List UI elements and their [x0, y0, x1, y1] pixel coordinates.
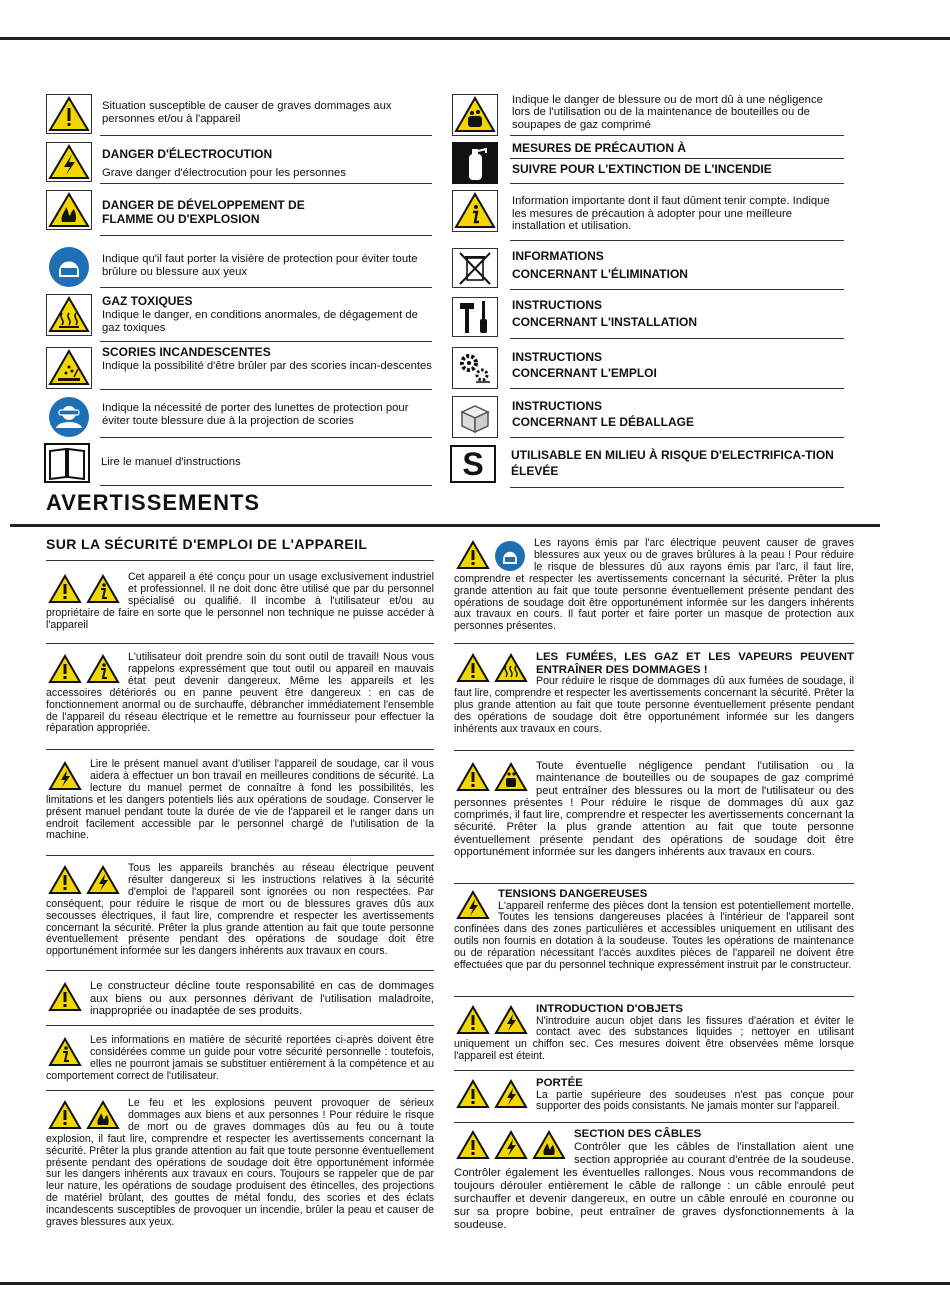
heading-rule — [10, 524, 880, 527]
legend-title: DANGER D'ÉLECTROCUTION — [102, 147, 273, 161]
divider — [510, 158, 844, 159]
warning-section — [454, 760, 854, 858]
fire-hazard-icon — [86, 1100, 120, 1130]
section-text: Le constructeur décline toute responsabilité en cas de dommages aux biens ou aux personnes dérivant de l'utilisation maladroite, inappropriée ou inadaptée de ses produits. — [90, 980, 434, 1017]
fire-hazard-icon — [46, 190, 92, 230]
legend-title: INSTRUCTIONS — [512, 399, 602, 413]
warning-section — [46, 652, 434, 735]
warning-section — [454, 888, 854, 972]
gears-usage-icon — [452, 347, 498, 389]
section-title: SECTION DES CÂBLES — [574, 1128, 702, 1140]
unpacking-box-icon — [452, 396, 498, 438]
section-text: La partie supérieure des soudeuses n'est pas conçue pour supporter des poids consistants. Ne jamais monter sur l'appareil. — [536, 1088, 854, 1113]
warning-section — [46, 759, 434, 842]
electric-hazard-icon — [86, 865, 120, 895]
legend-title: DANGER DE DÉVELOPPEMENT DE FLAMME OU D'EXPLOSION — [102, 198, 305, 226]
waste-bin-crossed-icon — [452, 248, 498, 288]
info-warning-icon — [452, 190, 498, 232]
safety-glasses-icon — [46, 396, 92, 438]
hot-slag-icon — [46, 347, 92, 389]
warning-exclamation-icon — [48, 654, 82, 684]
warning-section — [46, 572, 434, 632]
legend-text: Situation susceptible de causer de graves dommages aux personnes et/ou à l'appareil — [102, 100, 392, 125]
divider — [46, 1090, 434, 1091]
divider — [510, 135, 844, 136]
warning-exclamation-icon — [456, 1005, 490, 1035]
info-warning-icon — [48, 1037, 82, 1067]
section-subtitle: SUR LA SÉCURITÉ D'EMPLOI DE L'APPAREIL — [46, 536, 368, 552]
legend-title: INSTRUCTIONS — [512, 350, 602, 364]
divider — [46, 749, 434, 750]
divider — [46, 643, 434, 644]
legend-text: Indique la nécessité de porter des lunettes de protection pour éviter toute blessure due à la projection de scories — [102, 402, 409, 427]
legend-text: Grave danger d'électrocution pour les personnes — [102, 167, 346, 179]
section-text: Contrôler que les câbles de l'installation aient une section appropriée au courant d'entrée de la soudeuse. Contrôler également les éventuelles rallonges. Nous vous recommandons de toujours dérouler entièrement le câble de rallonge : un câble enroulé peut surchauffer et devenir dangereux, en outre un câble enroulé en couronne ou sur sa propre bobine, peut entraîner de graves dysfonctionnements à la soudeuse. — [454, 1140, 854, 1231]
legend-title: SCORIES INCANDESCENTES — [102, 345, 271, 359]
top-rule — [0, 37, 950, 40]
divider — [46, 560, 434, 561]
s-mark-letter: S — [462, 446, 484, 482]
divider — [100, 389, 432, 390]
divider — [510, 183, 844, 184]
legend-text: Indique le danger, en conditions anormales, de dégagement de gaz toxiques — [102, 309, 418, 334]
electric-hazard-icon — [494, 1005, 528, 1035]
fire-hazard-icon — [532, 1130, 566, 1160]
face-shield-icon — [494, 540, 526, 572]
divider — [46, 1025, 434, 1026]
section-title: INTRODUCTION D'OBJETS — [536, 1003, 683, 1015]
legend-text: Information importante dont il faut dûment tenir compte. Indique les mesures de précaution à adopter pour une meilleure installation et utilisation. — [512, 195, 830, 233]
divider — [46, 855, 434, 856]
warning-exclamation-icon — [46, 94, 92, 134]
legend-text: Indique le danger de blessure ou de mort dû à une négligence lors de l'utilisation ou de la maintenance de bouteilles ou de soupapes de gaz comprimé — [512, 94, 823, 131]
warning-section — [46, 980, 434, 1018]
legend-text: Indique la possibilité d'être brûler par des scories incan-descentes — [102, 360, 432, 372]
gas-cylinder-warning-icon — [452, 94, 498, 136]
divider — [100, 235, 432, 236]
legend-title: MESURES DE PRÉCAUTION À — [512, 141, 687, 155]
section-text: Cet appareil a été conçu pour un usage exclusivement industriel et professionnel. Il ne doit donc être utilisé que par du personnel spécialisé ou qualifié. Il incombe à l'utilisateur et/ou au propriétaire de faire en sorte que le personnel non technique ne puisse accéder à l'appareil — [46, 571, 434, 631]
divider — [100, 341, 432, 342]
toxic-gas-icon — [46, 294, 92, 336]
info-warning-icon — [86, 574, 120, 604]
legend-text: Lire le manuel d'instructions — [101, 456, 241, 468]
warning-exclamation-icon — [456, 1079, 490, 1109]
legend-title-2: CONCERNANT LE DÉBALLAGE — [512, 415, 694, 429]
legend-title: GAZ TOXIQUES — [102, 294, 193, 308]
warning-section — [454, 1003, 854, 1063]
legend-title: UTILISABLE EN MILIEU À RISQUE D'ELECTRIFICA-TION ÉLEVÉE — [511, 448, 834, 478]
legend-title-2: CONCERNANT L'ÉLIMINATION — [512, 267, 688, 281]
divider — [100, 485, 432, 486]
section-text: Le feu et les explosions peuvent provoquer de sérieux dommages aux biens et aux personnes ! Pour réduire le risque de mort ou de graves dommages dûs au feu ou à toute explosion, il faut lire, comprendre et respecter les avertissements concernant la sécurité. Prêter la plus grande attention au fait que toute personne éventuellement présente pendant des opérations de soudage doit être opportunément informée sur les dangers inhérents aux travaux en cours. Toujours se rappeler que de par leur nature, les opérations de soudage produisent des étincelles, des projections de matériel brûlant, des gouttes de métal fondu, des scories et des éclats incandescents susceptibles de provoquer un incendie, brûler la peau et causer de graves blessures aux yeux. — [46, 1097, 434, 1229]
section-text: Les rayons émis par l'arc électrique peuvent causer de graves blessures aux yeux ou de graves brûlures à la peau ! Pour réduire le risque de blessures dû aux rayons émis par l'arc, il faut lire, comprendre et respecter les avertissements concernant la sécurité. Prêter la plus grande attention au fait que toute personne éventuellement présente pendant des opérations de soudage doit être opportunément informée sur les dangers inhérents aux travaux en cours. Il faut porter et faire porter un masque de protection aux personnes présentes. — [454, 537, 854, 633]
page-title: AVERTISSEMENTS — [46, 490, 261, 515]
manual-book-icon — [44, 443, 90, 483]
fire-extinguisher-icon — [452, 142, 498, 184]
warning-exclamation-icon — [456, 1130, 490, 1160]
divider — [100, 135, 432, 136]
warning-section — [454, 1128, 854, 1232]
warning-exclamation-icon — [456, 762, 490, 792]
s-mark-icon — [450, 445, 496, 483]
section-text: Pour réduire le risque de dommages dû aux fumées de soudage, il faut lire, comprendre et respecter les avertissements concernant la sécurité. Prêter la plus grande attention au fait que toute personne éventuellement présente pendant des opérations de soudage doit être opportunément informée sur les dangers inhérents aux travaux en cours. — [454, 675, 854, 735]
divider — [454, 1122, 854, 1123]
section-title: PORTÉE — [536, 1077, 583, 1089]
divider — [46, 970, 434, 971]
info-warning-icon — [86, 654, 120, 684]
warning-exclamation-icon — [48, 982, 82, 1012]
warning-section — [454, 651, 854, 736]
section-text: Tous les appareils branchés au réseau électrique peuvent résulter dangereux si les instructions relatives à la sécurité d'emploi de l'appareil sont ignorées ou non respectées. Par conséquent, pour réduire le risque de mort ou de blessures graves dûs aux secousses électriques, il faut lire, comprendre et respecter les avertissements concernant la sécurité. Prêter la plus grande attention au fait que toute personne éventuellement présente pendant des opérations de soudage doit être opportunément informée sur les dangers inhérents aux travaux en cours. — [46, 862, 434, 958]
gas-cylinder-warning-icon — [494, 762, 528, 792]
legend-title: INFORMATIONS — [512, 249, 604, 263]
warning-section — [46, 1098, 434, 1229]
divider — [510, 240, 844, 241]
warning-exclamation-icon — [48, 865, 82, 895]
section-title: TENSIONS DANGEREUSES — [498, 888, 648, 900]
section-title: LES FUMÉES, LES GAZ ET LES VAPEURS PEUVENT ENTRAÎNER DES DOMMAGES ! — [536, 651, 854, 676]
section-text: Lire le présent manuel avant d'utiliser l'appareil de soudage, car il vous aidera à effectuer un bon travail en meilleures conditions de sécurité. La lecture du manuel permet de connaître à fond les possibilités, les limitations et les dangers potentiels liés aux opérations de soudage. Conserver le présent manuel pendant toute la durée de vie de l'appareil et le ranger dans un endroit facilement accessible par le personnel chargé de l'utilisation de la machine. — [46, 758, 434, 842]
electric-hazard-icon — [494, 1130, 528, 1160]
divider — [454, 996, 854, 997]
section-text: Les informations en matière de sécurité reportées ci-après doivent être considérées comme un guide pour votre sécurité personnelle : toutefois, elles ne pourront jamais se substituer entièrement à la compétence et au comportement correct de l'utilisateur. — [46, 1034, 434, 1082]
warning-exclamation-icon — [456, 540, 490, 570]
warning-section — [454, 538, 854, 633]
section-text: N'introduire aucun objet dans les fissures d'aération et éviter le contact avec des substances liquides ; nettoyer en utilisant uniquement un chiffon sec. Ces mesures doivent être observées même lorsque l'appareil est éteint. — [454, 1014, 854, 1063]
divider — [510, 437, 844, 438]
electric-hazard-icon — [494, 1079, 528, 1109]
divider — [510, 388, 844, 389]
divider — [100, 437, 432, 438]
electric-hazard-icon — [46, 142, 92, 182]
divider — [100, 287, 432, 288]
legend-title-2: CONCERNANT L'EMPLOI — [512, 366, 657, 380]
section-text: L'appareil renferme des pièces dont la tension est potentiellement mortelle. Toutes les tensions dangereuses placées à l'intérieur de l'appareil sont confinées dans des zones particulières et accessibles uniquement en utilisant des outils non fournis en dotation à la soudeuse. Toutes les opérations de maintenance ou de réparation nécessitant l'accès auxdites pièces de l'appareil ne doivent être effectuées que par du personnel technique expressément instruit par le constructeur. — [454, 899, 854, 972]
divider — [454, 750, 854, 751]
electric-hazard-icon — [456, 890, 490, 920]
divider — [100, 183, 432, 184]
divider — [454, 883, 854, 884]
warning-exclamation-icon — [48, 1100, 82, 1130]
divider — [454, 643, 854, 644]
warning-section — [46, 863, 434, 958]
warning-section — [454, 1077, 854, 1113]
warning-exclamation-icon — [48, 574, 82, 604]
section-text: Toute éventuelle négligence pendant l'utilisation ou la maintenance de bouteilles ou de soupapes de gaz comprimé peut entraîner des blessures ou la mort de l'utilisateur ou des personnes présentes ! Pour réduire le risque de dommages dû aux gaz comprimés, il faut lire, comprendre et respecter les avertissements concernant la sécurité. Prêter la plus grande attention au fait que toute personne éventuellement présente pendant des opérations de soudage doit être opportunément informée sur les dangers inhérents aux travaux en cours. — [454, 760, 854, 859]
divider — [510, 487, 844, 488]
info-section — [46, 1035, 434, 1083]
face-shield-icon — [46, 246, 92, 288]
bottom-rule — [0, 1282, 950, 1285]
toxic-gas-icon — [494, 653, 528, 683]
divider — [510, 338, 844, 339]
divider — [510, 289, 844, 290]
warning-exclamation-icon — [456, 653, 490, 683]
legend-title-2: SUIVRE POUR L'EXTINCTION DE L'INCENDIE — [512, 162, 772, 176]
legend-title: INSTRUCTIONS — [512, 298, 602, 312]
legend-title-2: CONCERNANT L'INSTALLATION — [512, 315, 698, 329]
divider — [454, 1070, 854, 1071]
legend-text: Indique qu'il faut porter la visière de protection pour éviter toute brûlure ou blessure aux yeux — [102, 253, 418, 278]
tools-installation-icon — [452, 297, 498, 337]
section-text: L'utilisateur doit prendre soin du sont outil de travail! Nous vous rappelons expressément que tout outil ou appareil en mauvais état peut devenir dangereux. Même les appareils et les accessoires détériorés ou en panne peuvent être dangereux : en cas de fonctionnement anormal ou de surchauffe, débrancher immédiatement l'ensemble de l'appareil du réseau électrique et le remettre au fournisseur pour effectuer la réparation appropriée. — [46, 651, 434, 735]
electric-hazard-icon — [48, 761, 82, 791]
